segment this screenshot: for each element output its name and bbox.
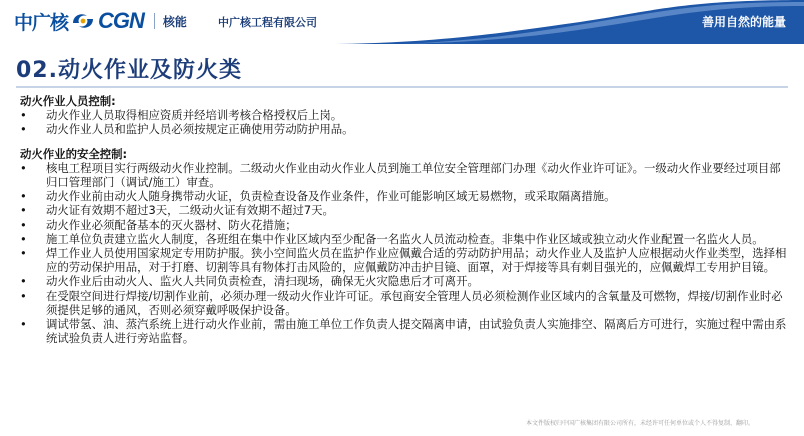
list-item-text: 动火证有效期不超过3天，二级动火证有效期不超过7天。 <box>46 203 334 218</box>
section-heading-safety: 动火作业的安全控制: <box>20 146 128 161</box>
logo-en-text: CGN <box>98 8 144 33</box>
cgn-logo <box>14 8 187 34</box>
section-heading-personnel: 动火作业人员控制: <box>20 94 116 108</box>
list-item-text: 施工单位负责建立监火人制度，各班组在集中作业区域内至少配备一名监火人员流动检查。非集中作业区域或独立动火作业配置一名监火人员。 <box>46 231 764 246</box>
bullet-icon: • <box>20 217 27 232</box>
list-item <box>20 317 790 345</box>
list-item <box>20 246 790 274</box>
list-item-text: 动火作业前由动火人随身携带动火证，负责检查设备及作业条件，作业可能影响区域无易燃物，或采取隔离措施。 <box>46 189 616 204</box>
bullet-icon: • <box>20 122 27 137</box>
list-item <box>20 274 790 288</box>
bullet-icon: • <box>20 274 27 289</box>
title-row <box>16 48 242 88</box>
title-rule <box>16 86 788 88</box>
list-item-text: 核电工程项目实行两级动火作业控制。二级动火作业由动火作业人员到施工单位安全管理部门办理《动火作业许可证》。一级动火作业要经过项目部归口管理部门（调试/施工）审查。 <box>46 160 781 190</box>
list-item <box>20 161 790 189</box>
list-item <box>20 203 790 217</box>
list-item-text: 动火作业必须配备基本的灭火器材、防火花措施； <box>46 217 297 232</box>
bullet-icon: • <box>20 108 27 123</box>
footer-copyright-note: 本文件版权归中国广核集团有限公司所有，未经许可任何单位或个人不得复制、翻印。 <box>525 420 754 427</box>
company-name: 中广核工程有限公司 <box>218 16 317 29</box>
list-item-text: 动火作业人员取得相应资质并经培训考核合格授权后上岗。 <box>46 108 343 123</box>
list-item <box>20 122 790 136</box>
list-item-text: 焊工作业人员使用国家规定专用防护服。狭小空间监火员在监护作业应佩戴合适的劳动防护用品；动火作业人及监护人应根据动火作业类型，选择相应的劳动保护用品，对于打磨、切割等具有物体打击风险的，应佩戴防冲击护目镜、面罩，对于焊接等具有刺目强光的，应佩戴焊工专用护目镜。 <box>46 246 787 275</box>
list-item <box>20 218 790 232</box>
bullet-icon: • <box>20 231 27 246</box>
bullet-icon: • <box>20 288 27 303</box>
bullet-icon: • <box>20 189 27 204</box>
bullet-icon: • <box>20 203 27 218</box>
list-item-text: 调试带氢、油、蒸汽系统上进行动火作业前，需由施工单位工作负责人提交隔离申请，由试验负责人实施排空、隔离后方可进行，实施过程中需由系统试验负责人进行旁站监督。 <box>46 317 787 346</box>
section-gap <box>20 137 790 147</box>
list-item-text: 动火作业后由动火人、监火人共同负责检查，清扫现场，确保无火灾隐患后才可离开。 <box>46 274 479 289</box>
bullet-icon: • <box>20 160 27 175</box>
list-item-text: 动火作业人员和监护人员必须按规定正确使用劳动防护用品。 <box>46 122 354 137</box>
bullet-icon: • <box>20 317 27 332</box>
bullet-icon: • <box>20 246 27 261</box>
header-slogan: 善用自然的能量 <box>701 15 786 29</box>
personnel-list <box>20 108 790 136</box>
safety-list <box>20 161 790 346</box>
page-title: 02.动火作业及防火类 <box>16 57 242 83</box>
cgn-swirl-icon <box>70 10 96 32</box>
list-item-text: 在受限空间进行焊接/切割作业前，必须办理一级动火作业许可证。承包商安全管理人员必须检测作业区域内的含氧量及可燃物，焊接/切割作业时必须提供足够的通风，否则必须穿戴呼吸保护设备。 <box>46 288 783 317</box>
list-item <box>20 232 790 246</box>
list-item <box>20 189 790 203</box>
header <box>0 0 804 44</box>
logo-cn-text: 中广核 <box>14 11 69 34</box>
content-body <box>20 94 790 345</box>
list-item <box>20 108 790 122</box>
list-item <box>20 289 790 317</box>
header-divider <box>154 13 155 29</box>
header-subtitle: 核能 <box>162 14 187 29</box>
